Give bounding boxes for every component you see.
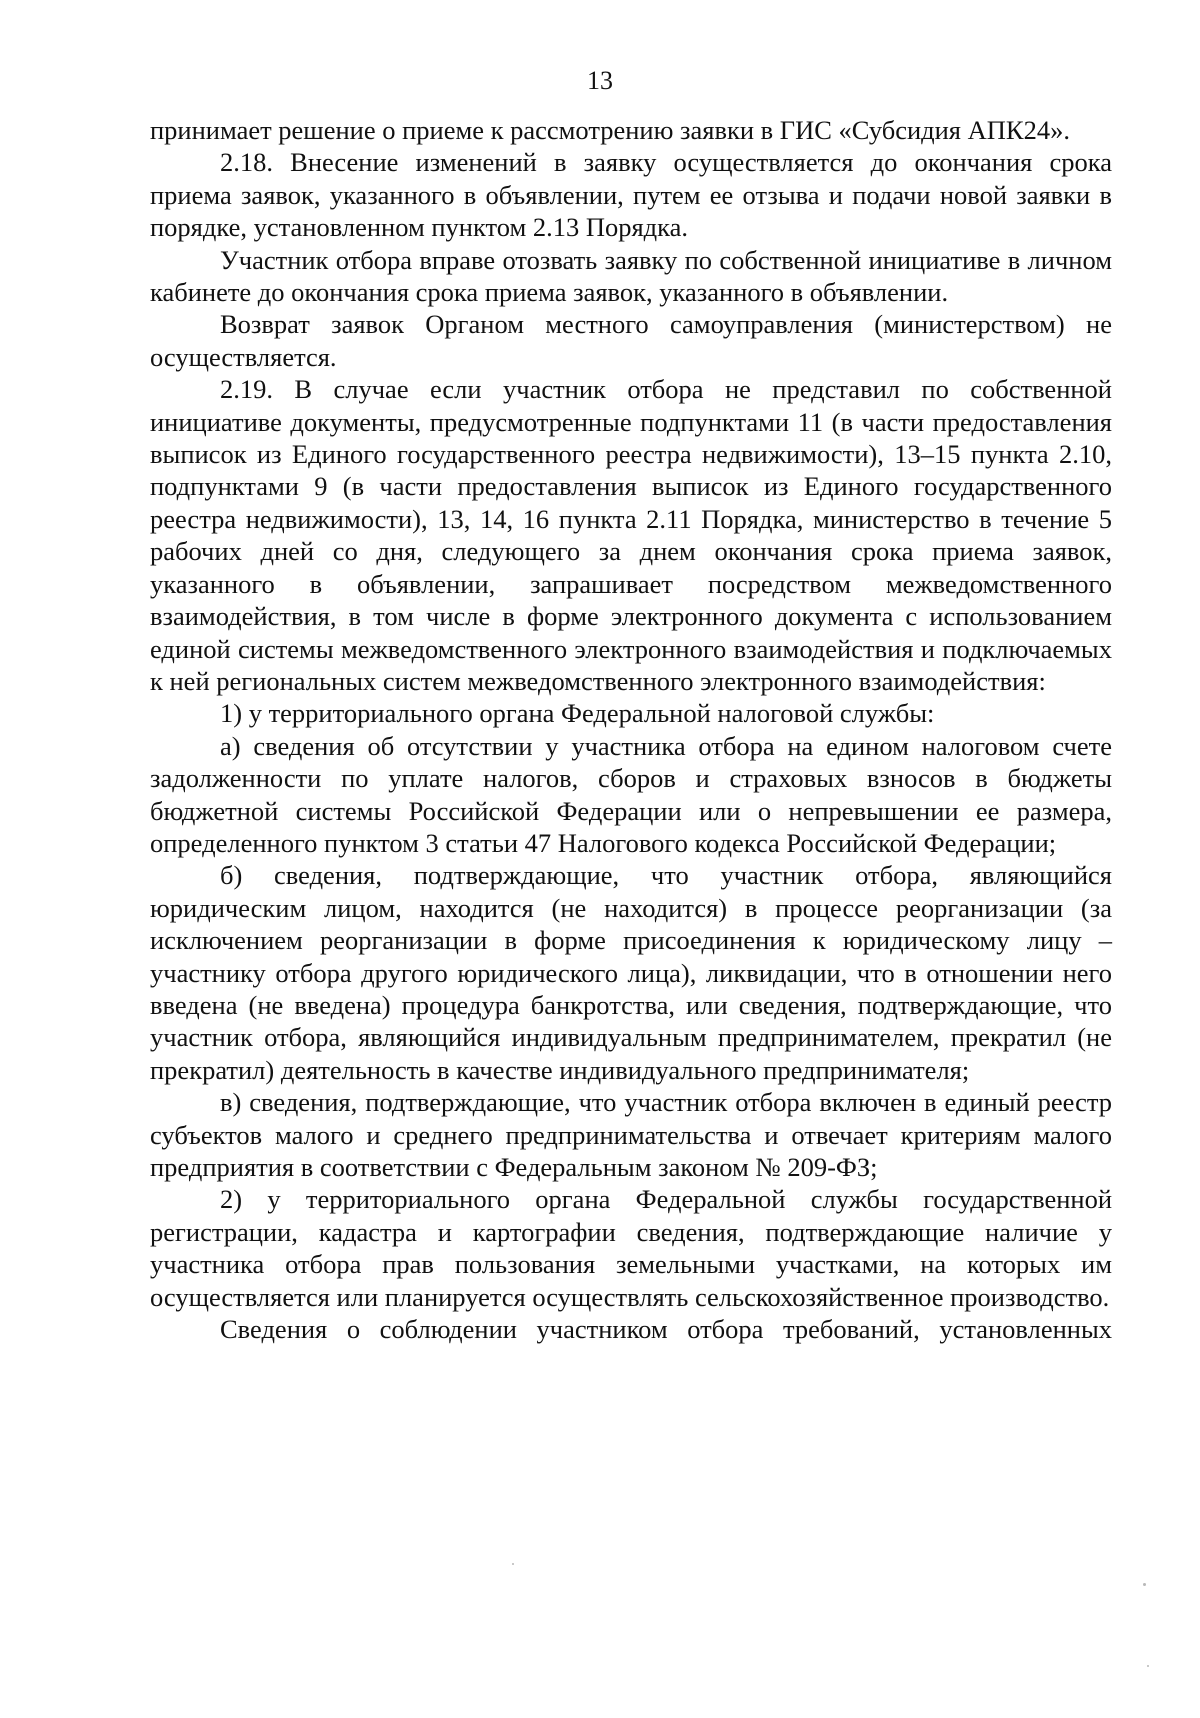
document-body bbox=[150, 114, 1112, 1345]
page-number: 13 bbox=[587, 66, 613, 95]
scan-speck bbox=[1147, 1665, 1149, 1667]
paragraph-compliance-info: Сведения о соблюдении участником отбора требований, установленных bbox=[220, 1314, 1112, 1345]
paragraph-continuation: принимает решение о приеме к рассмотрению заявки в ГИС «Субсидия АПК24». bbox=[150, 115, 1070, 145]
paragraph-withdraw-application: Участник отбора вправе отозвать заявку по собственной инициативе в личном кабинете до окончания срока приема заявок, указанного в объявлении. bbox=[150, 244, 1112, 308]
paragraph-2-19: 2.19. В случае если участник отбора не представил по собственной инициативе документы, предусмотренные подпунктами 11 (в части предоставления выписок из Единого государственного реестра недвижимости), 13–15 пункта 2.10, подпунктами 9 (в части предоставления выписок из Единого государственного реестра недвижимости), 13, 14, 16 пункта 2.11 Порядка, министерство в течение 5 рабочих дней со дня, следующего за днем окончания срока приема заявок, указанного в объявлении, запрашивает посредством межведомственного взаимодействия, в том числе в форме электронного документа с использованием единой системы межведомственного электронного взаимодействия и подключаемых к ней региональных систем межведомственного электронного взаимодействия: bbox=[150, 374, 1112, 696]
paragraph-2-18: 2.18. Внесение изменений в заявку осуществляется до окончания срока приема заявок, указанного в объявлении, путем ее отзыва и подачи новой заявки в порядке, установленном пунктом 2.13 Порядка. bbox=[150, 147, 1112, 243]
paragraph-no-return: Возврат заявок Органом местного самоуправления (министерством) не осуществляется. bbox=[150, 309, 1112, 372]
scan-speck bbox=[512, 1563, 514, 1565]
list-item-v-sme-registry: в) сведения, подтверждающие, что участник отбора включен в единый реестр субъектов малого и среднего предпринимательства и отвечает критериям малого предприятия в соответствии с Федеральным законом № 209-ФЗ; bbox=[150, 1087, 1112, 1182]
scan-speck bbox=[1143, 1583, 1146, 1586]
list-item-2-rosreestr: 2) у территориального органа Федеральной службы государственной регистрации, кадастра и картографии сведения, подтверждающие наличие у участника отбора прав пользования земельными участками, на которых им осуществляется или планируется осуществлять сельскохозяйственное производство. bbox=[150, 1184, 1112, 1312]
list-item-b-reorganization: б) сведения, подтверждающие, что участник отбора, являющийся юридическим лицом, находится (не находится) в процессе реорганизации (за исключением реорганизации в форме присоединения к юридическому лицу – участнику отбора другого юридического лица), ликвидации, что в отношении него введена (не введена) процедура банкротства, или сведения, подтверждающие, что участник отбора, являющийся индивидуальным предпринимателем, прекратил (не прекратил) деятельность в качестве индивидуального предпринимателя; bbox=[150, 860, 1112, 1085]
list-item-a-tax-debt: а) сведения об отсутствии у участника отбора на едином налоговом счете задолженности по уплате налогов, сборов и страховых взносов в бюджеты бюджетной системы Российской Федерации или о непревышении ее размера, определенного пунктом 3 статьи 47 Налогового кодекса Российской Федерации; bbox=[150, 730, 1112, 858]
list-item-1-tax-service: 1) у территориального органа Федеральной налоговой службы: bbox=[220, 698, 935, 729]
